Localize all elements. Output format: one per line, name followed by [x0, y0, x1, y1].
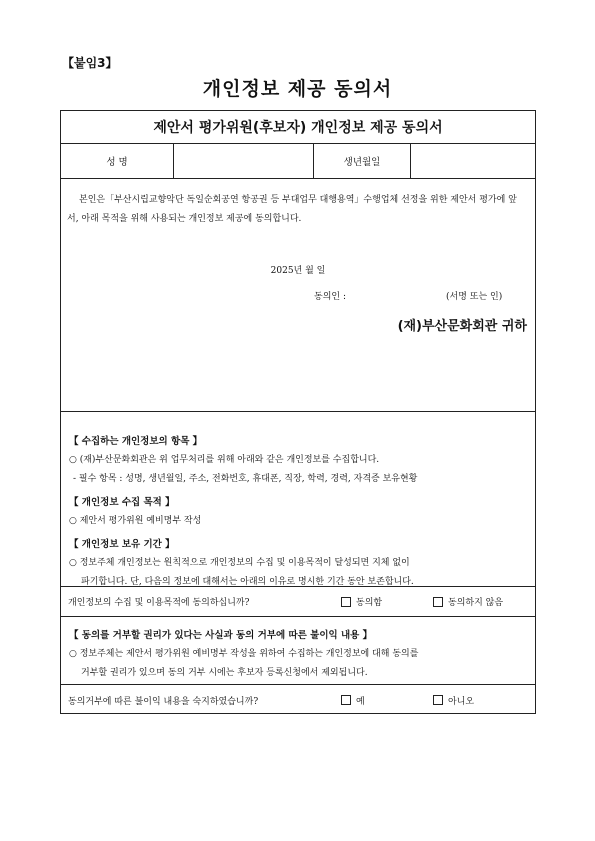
disagree-checkbox[interactable] [433, 597, 443, 607]
no-label: 아니오 [448, 696, 475, 707]
refusal-heading: 【 동의를 거부할 권리가 있다는 사실과 동의 거부에 따른 불이익 내용 】 [69, 630, 373, 641]
retention-line: 파기합니다. 단, 다음의 정보에 대해서는 아래의 이유로 명시한 기간 동안 보존합니다. [81, 577, 414, 587]
document-title: 개인정보 제공 동의서 [202, 78, 393, 100]
addressee: (재)부산문화회관 귀하 [397, 319, 527, 334]
collected-items-heading: 【 수집하는 개인정보의 항목 】 [69, 436, 203, 447]
annex-label: 【붙임3】 [62, 56, 118, 70]
refusal-line: 거부할 권리가 있으며 동의 거부 시에는 후보자 등록신청에서 제외됩니다. [81, 668, 368, 678]
yes-checkbox[interactable] [341, 695, 351, 705]
purpose-line: ○ 제안서 평가위원 예비명부 작성 [69, 516, 202, 526]
consent-question-row [61, 587, 535, 617]
signature-field[interactable]: (서명 또는 인) [446, 292, 503, 302]
refusal-rights-block [61, 617, 535, 685]
disagree-option[interactable] [433, 595, 503, 608]
agree-option[interactable] [341, 595, 382, 608]
acknowledge-question: 동의거부에 따른 불이익 내용을 숙지하였습니까? [68, 696, 259, 707]
retention-line: ○ 정보주체 개인정보는 원칙적으로 개인정보의 수집 및 이용목적이 달성되면 지체 없이 [69, 558, 410, 568]
retention-heading: 【 개인정보 보유 기간 】 [69, 539, 175, 550]
birthdate-label: 생년월일 [314, 144, 411, 178]
consent-statement-block [61, 179, 535, 412]
yes-option[interactable] [341, 694, 365, 707]
agree-checkbox[interactable] [341, 597, 351, 607]
required-items-line: - 필수 항목 : 성명, 생년월일, 주소, 전화번호, 휴대폰, 직장, 학력, 경력, 자격증 보유현황 [73, 474, 418, 484]
disagree-label: 동의하지 않음 [448, 598, 504, 608]
name-label: 성 명 [61, 144, 174, 178]
collected-items-line: ○ (재)부산문화회관은 위 업무처리를 위해 아래와 같은 개인정보를 수집합니다. [69, 455, 380, 465]
consent-statement: 본인은「부산시립교향악단 독일순회공연 항공권 등 부대업무 대행용역」수행업체 선정을 위한 제안서 평가에 앞서, 아래 목적을 위해 사용되는 개인정보 제공에 동의합니다. [67, 195, 517, 224]
birthdate-field[interactable] [411, 144, 535, 178]
consent-date[interactable]: 2025년 월 일 [270, 266, 326, 276]
no-checkbox[interactable] [433, 695, 443, 705]
consent-question: 개인정보의 수집 및 이용목적에 동의하십니까? [68, 598, 250, 608]
consent-form [60, 110, 536, 714]
acknowledge-question-row [61, 685, 535, 715]
no-option[interactable] [433, 694, 474, 707]
privacy-details-block [61, 412, 535, 587]
personal-info-row [61, 144, 535, 179]
yes-label: 예 [356, 696, 365, 707]
form-title: 제안서 평가위원(후보자) 개인정보 제공 동의서 [61, 111, 535, 144]
purpose-heading: 【 개인정보 수집 목적 】 [69, 497, 175, 508]
refusal-line: ○ 정보주체는 제안서 평가위원 예비명부 작성을 위하여 수집하는 개인정보에 대해 동의를 [69, 649, 419, 659]
agree-label: 동의함 [356, 598, 383, 608]
name-field[interactable] [174, 144, 314, 178]
agreer-label: 동의인 : [314, 292, 346, 302]
